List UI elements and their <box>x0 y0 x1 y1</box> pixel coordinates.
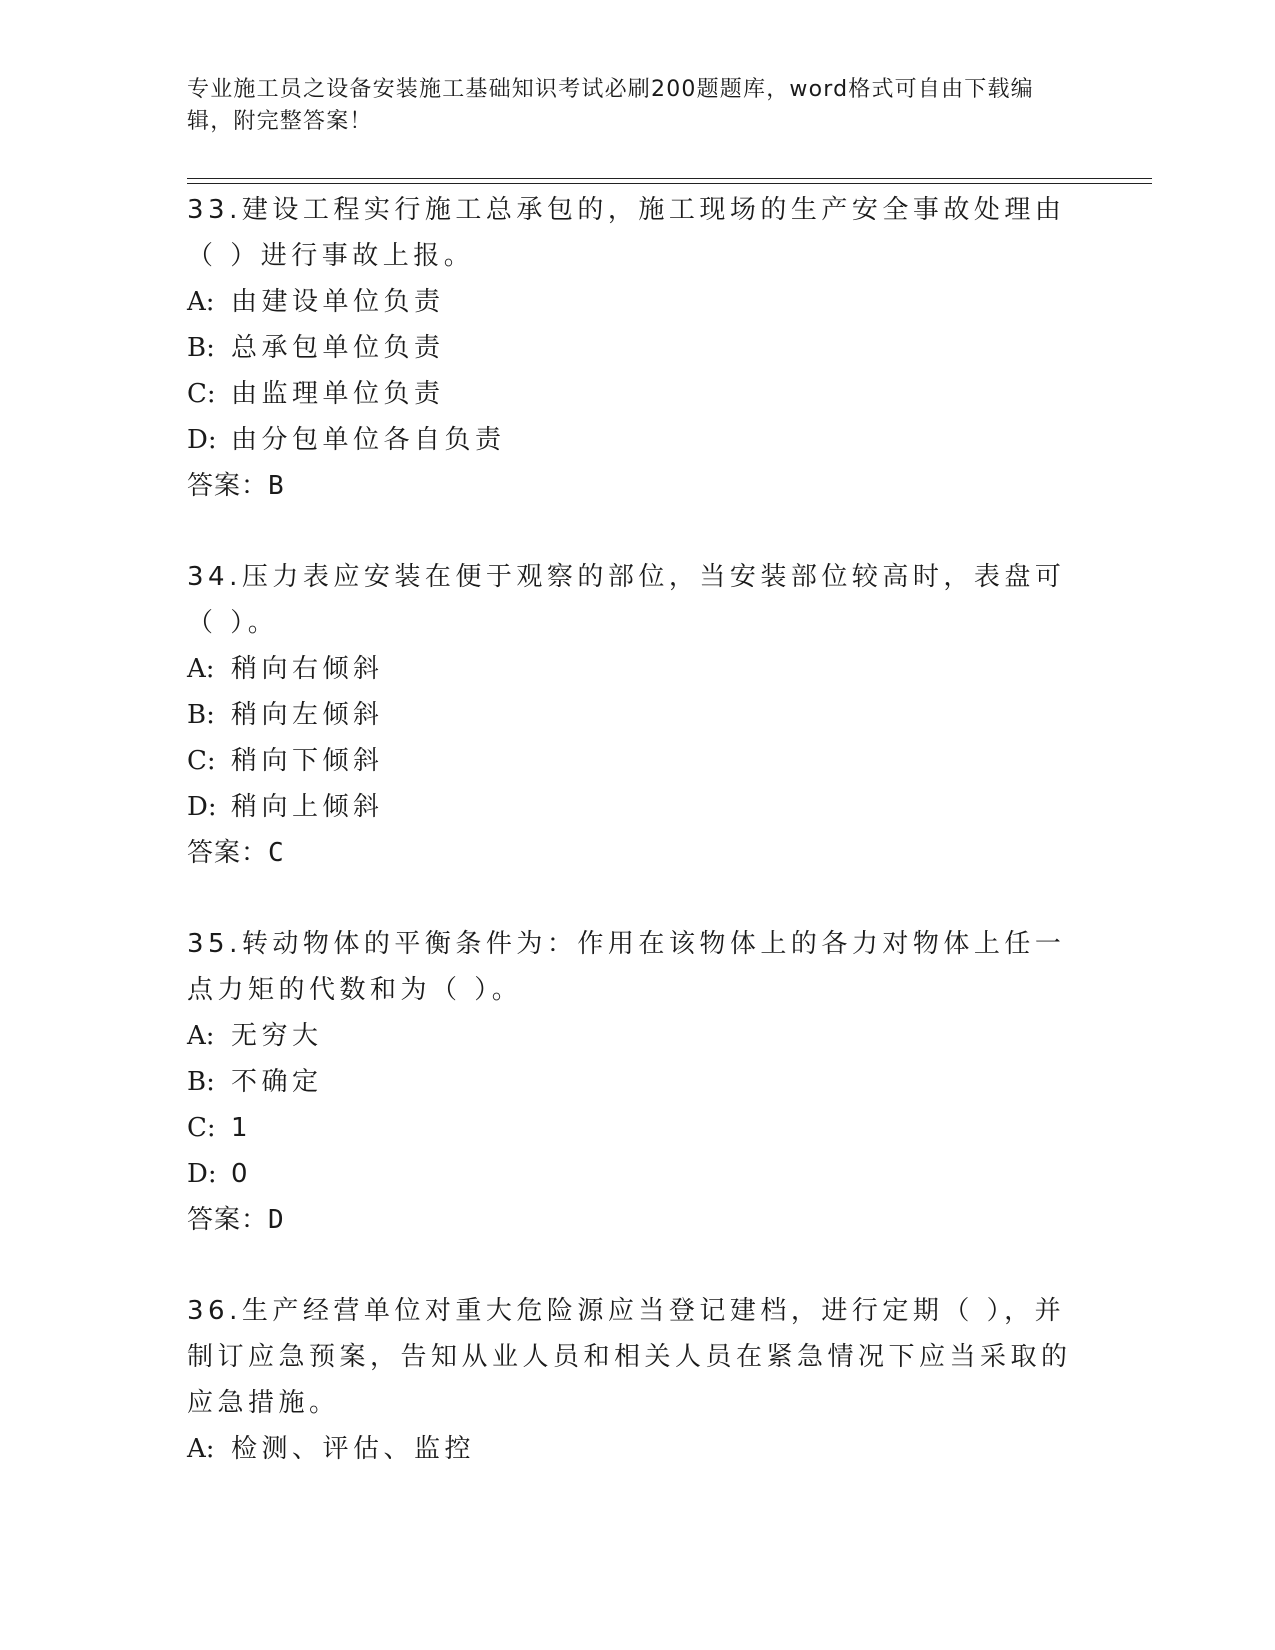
answer-line <box>187 1197 1087 1243</box>
option-d <box>187 1151 1087 1197</box>
answer-value: B <box>268 471 285 501</box>
option-text: 稍向下倾斜 <box>231 746 384 776</box>
answer-label: 答案： <box>187 1205 269 1235</box>
option-text: 由分包单位各自负责 <box>231 425 506 455</box>
answer-line <box>187 830 1087 876</box>
option-key: A: <box>187 1434 215 1464</box>
option-key: B: <box>187 333 215 363</box>
header-title: 专业施工员之设备安装施工基础知识考试必刷200题题库，word格式可自由下载编辑，附完整答案！ <box>187 77 1034 134</box>
question-text: 33.建设工程实行施工总承包的，施工现场的生产安全事故处理由（ ）进行事故上报。 <box>187 195 1066 271</box>
option-b <box>187 325 1087 371</box>
question-text: 35.转动物体的平衡条件为：作用在该物体上的各力对物体上任一点力矩的代数和为（ ）。 <box>187 929 1066 1005</box>
question-list <box>187 187 1087 1517</box>
option-c <box>187 371 1087 417</box>
option-d <box>187 417 1087 463</box>
option-key: D: <box>187 1159 217 1189</box>
option-text: 稍向上倾斜 <box>231 792 384 822</box>
option-key: C: <box>187 379 216 409</box>
option-c <box>187 738 1087 784</box>
answer-line <box>187 463 1087 509</box>
option-b <box>187 1059 1087 1105</box>
option-key: A: <box>187 1021 215 1051</box>
option-a <box>187 1013 1087 1059</box>
question-34 <box>187 554 1087 876</box>
option-text: 无穷大 <box>231 1021 323 1051</box>
question-33 <box>187 187 1087 509</box>
option-key: B: <box>187 1067 215 1097</box>
document-header <box>187 74 1067 138</box>
option-text: 由监理单位负责 <box>231 379 445 409</box>
question-35 <box>187 921 1087 1243</box>
option-key: C: <box>187 746 216 776</box>
option-text: 由建设单位负责 <box>231 287 445 317</box>
option-a <box>187 279 1087 325</box>
question-text: 36.生产经营单位对重大危险源应当登记建档，进行定期（ ），并制订应急预案，告知从业人员和相关人员在紧急情况下应当采取的应急措施。 <box>187 1296 1072 1418</box>
option-text: 稍向左倾斜 <box>231 700 384 730</box>
answer-value: D <box>268 1205 285 1235</box>
option-key: A: <box>187 287 215 317</box>
option-key: A: <box>187 654 215 684</box>
option-key: D: <box>187 792 217 822</box>
option-key: B: <box>187 700 215 730</box>
option-a <box>187 646 1087 692</box>
option-text: 1 <box>231 1113 253 1143</box>
option-text: 检测、评估、监控 <box>231 1434 476 1464</box>
option-text: 0 <box>231 1159 253 1189</box>
option-text: 不确定 <box>231 1067 323 1097</box>
option-d <box>187 784 1087 830</box>
header-divider-bottom <box>187 183 1152 184</box>
option-key: C: <box>187 1113 216 1143</box>
option-text: 稍向右倾斜 <box>231 654 384 684</box>
option-c <box>187 1105 1087 1151</box>
option-key: D: <box>187 425 217 455</box>
question-36 <box>187 1288 1087 1472</box>
answer-value: C <box>268 838 285 868</box>
option-b <box>187 692 1087 738</box>
answer-label: 答案： <box>187 838 269 868</box>
answer-label: 答案： <box>187 471 269 501</box>
option-a <box>187 1426 1087 1472</box>
header-divider-top <box>187 178 1152 179</box>
question-text: 34.压力表应安装在便于观察的部位，当安装部位较高时，表盘可（ ）。 <box>187 562 1066 638</box>
option-text: 总承包单位负责 <box>231 333 445 363</box>
